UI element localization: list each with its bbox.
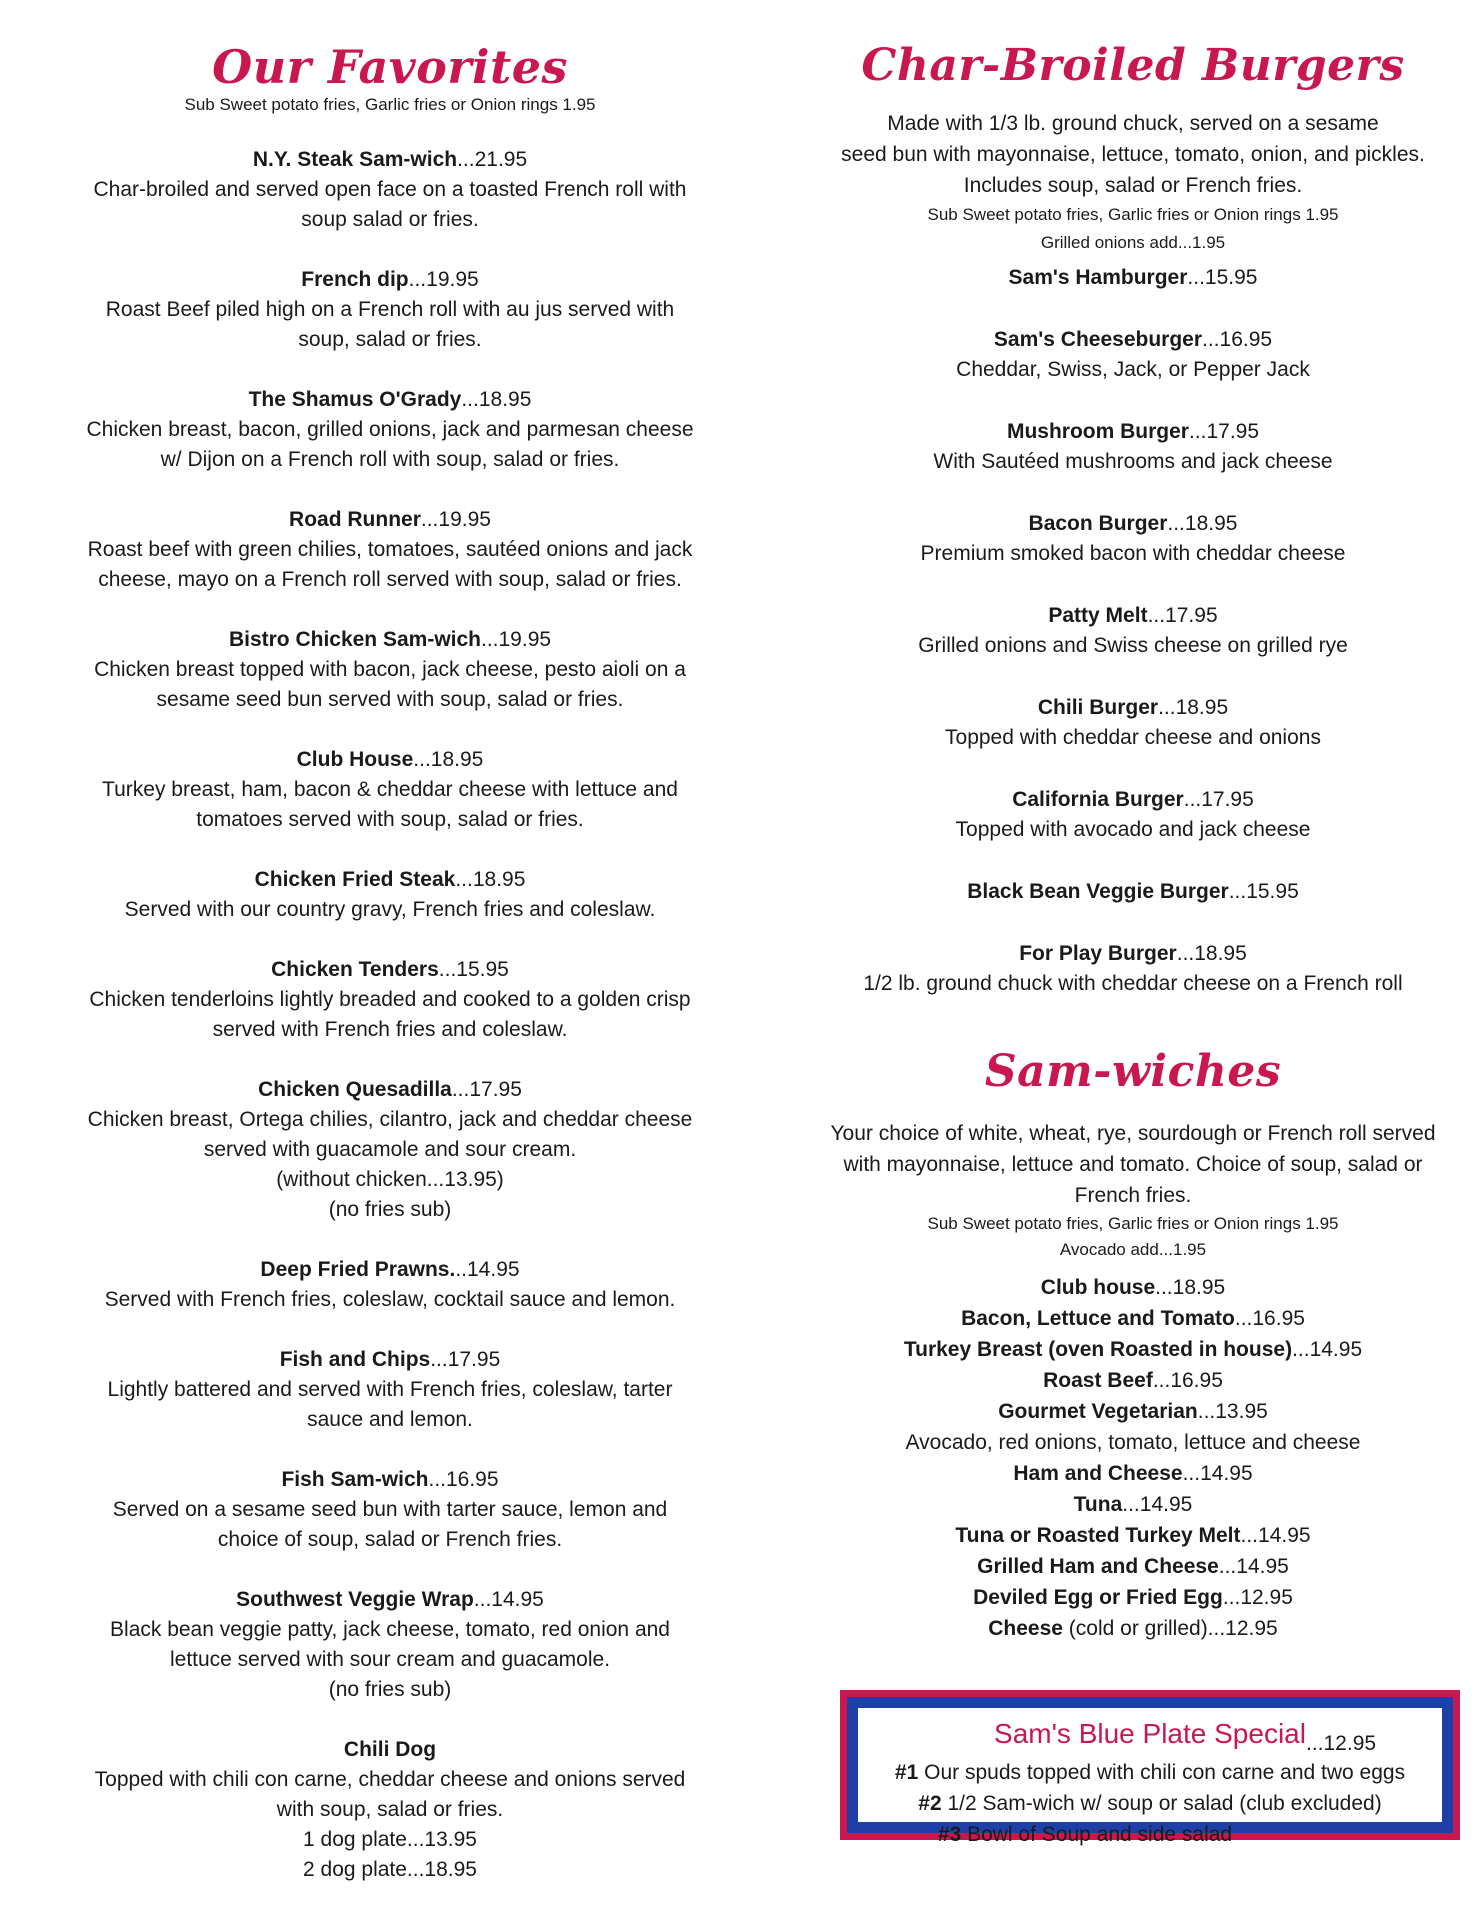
special-option-number: #1	[894, 1761, 919, 1784]
menu-item-description: Chicken breast, Ortega chilies, cilantro, jack and cheddar cheese	[87, 1108, 693, 1131]
menu-item	[808, 1303, 1458, 1334]
menu-item-name: Chicken Fried Steak	[254, 868, 456, 891]
menu-item-heading	[60, 1345, 720, 1375]
menu-item-price: ...16.95	[1152, 1369, 1223, 1392]
menu-item-price: ...17.95	[430, 1348, 501, 1371]
menu-item-name: Patty Melt	[1048, 604, 1148, 627]
menu-item-price: ...14.95	[1182, 1462, 1253, 1485]
menu-item-price: ...15.95	[1228, 880, 1299, 903]
menu-item-name: Fish Sam-wich	[281, 1468, 429, 1491]
menu-item-description: sesame seed bun served with soup, salad or fries.	[156, 688, 624, 711]
menu-item-heading	[808, 1458, 1458, 1489]
menu-item-description: tomatoes served with soup, salad or fries.	[196, 808, 584, 831]
menu-item-description: lettuce served with sour cream and guacamole.	[169, 1648, 611, 1671]
menu-item-description: Turkey breast, ham, bacon & cheddar cheese with lettuce and	[102, 778, 678, 801]
note-line: Grilled onions add...1.95	[1040, 233, 1226, 252]
menu-item-price: ...19.95	[420, 508, 491, 531]
menu-item-heading	[60, 625, 720, 655]
menu-item-heading	[60, 1255, 720, 1285]
menu-item-heading	[60, 1465, 720, 1495]
menu-item-heading	[60, 145, 720, 175]
menu-item-heading	[808, 1334, 1458, 1365]
menu-item	[60, 1345, 720, 1435]
menu-item-heading	[60, 955, 720, 985]
intro-line: French fries.	[1074, 1184, 1192, 1207]
menu-item-description: served with French fries and coleslaw.	[212, 1018, 568, 1041]
menu-item-name: Bacon Burger	[1028, 512, 1168, 535]
menu-item-price: ...16.95	[1202, 328, 1273, 351]
menu-item-name: Tuna	[1073, 1493, 1123, 1516]
menu-item-description: soup, salad or fries.	[298, 328, 482, 351]
special-option-text: Bowl of Soup and side salad	[961, 1823, 1233, 1846]
menu-item	[808, 785, 1458, 845]
menu-item	[808, 1365, 1458, 1396]
menu-item-price: ...19.95	[408, 268, 479, 291]
menu-item-heading	[808, 601, 1458, 631]
menu-item	[808, 1582, 1458, 1613]
menu-item-heading	[60, 1585, 720, 1615]
menu-item	[808, 1551, 1458, 1582]
menu-item-heading	[808, 263, 1458, 293]
menu-item-heading	[808, 1520, 1458, 1551]
menu-item-heading	[60, 865, 720, 895]
menu-item-description: choice of soup, salad or French fries.	[217, 1528, 563, 1551]
menu-item	[60, 865, 720, 925]
menu-item-name: Ham and Cheese	[1013, 1462, 1183, 1485]
menu-item	[808, 939, 1458, 999]
menu-item-name: The Shamus O'Grady	[248, 388, 462, 411]
menu-item-name: Mushroom Burger	[1006, 420, 1189, 443]
menu-item-name: Sam's Cheeseburger	[993, 328, 1203, 351]
menu-item-name: Roast Beef	[1043, 1369, 1153, 1392]
intro-line: seed bun with mayonnaise, lettuce, tomato, onion, and pickles.	[841, 143, 1425, 166]
menu-item-heading	[60, 1735, 720, 1765]
samwiches-notes	[808, 1211, 1458, 1263]
menu-item-description: Served with our country gravy, French fries and coleslaw.	[124, 898, 656, 921]
menu-item	[808, 263, 1458, 293]
menu-item-heading	[808, 939, 1458, 969]
favorites-list	[60, 145, 720, 1915]
menu-item	[808, 1613, 1458, 1644]
menu-item-description: Served on a sesame seed bun with tarter sauce, lemon and	[112, 1498, 668, 1521]
menu-item-name: Tuna or Roasted Turkey Melt	[955, 1524, 1241, 1547]
menu-item-name: Chicken Tenders	[271, 958, 439, 981]
menu-item-heading	[808, 325, 1458, 355]
menu-item-description: sauce and lemon.	[307, 1408, 473, 1431]
menu-item-description: Black bean veggie patty, jack cheese, tomato, red onion and	[110, 1618, 670, 1641]
menu-item-description: 1/2 lb. ground chuck with cheddar cheese on a French roll	[863, 972, 1403, 995]
menu-item-heading	[808, 509, 1458, 539]
menu-item	[60, 955, 720, 1045]
menu-item-price: ...17.95	[1188, 420, 1260, 443]
menu-item-name: California Burger	[1012, 788, 1184, 811]
menu-item-heading	[808, 417, 1458, 447]
menu-item-heading	[60, 745, 720, 775]
menu-item-price: ...14.95	[1240, 1524, 1311, 1547]
menu-item-heading	[808, 877, 1458, 907]
intro-line: Your choice of white, wheat, rye, sourdough or French roll served	[830, 1122, 1436, 1145]
menu-item	[60, 625, 720, 715]
menu-item-description: Avocado, red onions, tomato, lettuce and cheese	[905, 1431, 1361, 1454]
favorites-sub-note: Sub Sweet potato fries, Garlic fries or Onion rings 1.95	[184, 95, 596, 114]
burgers-list	[808, 263, 1458, 1031]
menu-item-description: Roast beef with green chilies, tomatoes, sautéed onions and jack	[87, 538, 693, 561]
menu-item-heading	[60, 1075, 720, 1105]
menu-item-price: ...18.95	[1176, 942, 1247, 965]
menu-item	[60, 145, 720, 235]
menu-item-name: Deviled Egg or Fried Egg	[973, 1586, 1223, 1609]
menu-item-name: For Play Burger	[1019, 942, 1177, 965]
menu-item-name: Club House	[296, 748, 414, 771]
special-option-number: #3	[937, 1823, 962, 1846]
menu-item-description: With Sautéed mushrooms and jack cheese	[933, 450, 1333, 473]
special-option	[858, 1757, 1442, 1788]
burgers-title: Char-Broiled Burgers	[861, 40, 1405, 91]
menu-item-price: ...21.95	[457, 148, 528, 171]
samwiches-intro	[808, 1118, 1458, 1263]
menu-item-price: ...18.95	[1167, 512, 1238, 535]
note-line: Sub Sweet potato fries, Garlic fries or Onion rings 1.95	[927, 205, 1339, 224]
menu-item-description: soup salad or fries.	[301, 208, 479, 231]
menu-item-description: Topped with avocado and jack cheese	[955, 818, 1311, 841]
menu-item-price: ...14.95	[1122, 1493, 1193, 1516]
menu-item-description: Chicken breast, bacon, grilled onions, jack and parmesan cheese	[86, 418, 694, 441]
menu-item	[808, 601, 1458, 661]
menu-item-name: Chili Dog	[343, 1738, 437, 1761]
menu-item-heading	[808, 1365, 1458, 1396]
blue-plate-special-title: Sam's Blue Plate Special	[994, 1718, 1306, 1749]
blue-plate-special-inner	[858, 1708, 1442, 1846]
menu-item-name: Sam's Hamburger	[1008, 266, 1188, 289]
menu-item	[808, 693, 1458, 753]
menu-item-description: (without chicken...13.95)	[276, 1168, 504, 1191]
favorites-title: Our Favorites	[212, 40, 568, 94]
menu-item	[60, 505, 720, 595]
menu-item-description: Char-broiled and served open face on a toasted French roll with	[93, 178, 687, 201]
menu-item-description: 1 dog plate...13.95	[303, 1828, 477, 1851]
menu-item-heading	[60, 505, 720, 535]
menu-item-price: ...12.95	[1222, 1586, 1293, 1609]
menu-item-name: Cheese	[988, 1617, 1063, 1640]
menu-item	[808, 1458, 1458, 1489]
menu-item-heading	[808, 785, 1458, 815]
special-option	[858, 1788, 1442, 1819]
intro-line: with mayonnaise, lettuce and tomato. Choice of soup, salad or	[843, 1153, 1423, 1176]
menu-item	[808, 509, 1458, 569]
menu-item	[808, 325, 1458, 385]
intro-line: Made with 1/3 lb. ground chuck, served on a sesame	[887, 112, 1379, 135]
special-option-text: Our spuds topped with chili con carne and two eggs	[918, 1761, 1406, 1784]
menu-item-description: Grilled onions and Swiss cheese on grilled rye	[918, 634, 1348, 657]
menu-item-price: ...13.95	[1197, 1400, 1268, 1423]
menu-item-price: ...15.95	[438, 958, 509, 981]
blue-plate-special-options	[858, 1757, 1442, 1850]
menu-item	[60, 1255, 720, 1315]
menu-item	[60, 1465, 720, 1555]
menu-item-name: Road Runner	[289, 508, 421, 531]
menu-item-heading	[60, 265, 720, 295]
note-line: Avocado add...1.95	[1059, 1240, 1207, 1259]
menu-item-price: ..14.95	[455, 1258, 520, 1281]
menu-item	[60, 1585, 720, 1705]
menu-item-name: Chili Burger	[1037, 696, 1159, 719]
burgers-intro	[808, 108, 1458, 257]
menu-item	[808, 1520, 1458, 1551]
note-line: Sub Sweet potato fries, Garlic fries or Onion rings 1.95	[927, 1214, 1339, 1233]
special-option-number: #2	[918, 1792, 942, 1815]
menu-item	[808, 417, 1458, 477]
menu-item-description: with soup, salad or fries.	[276, 1798, 504, 1821]
intro-line: Includes soup, salad or French fries.	[963, 174, 1303, 197]
menu-item-description: Topped with cheddar cheese and onions	[945, 726, 1321, 749]
burgers-intro-text	[808, 108, 1458, 201]
menu-item-name: N.Y. Steak Sam-wich	[252, 148, 458, 171]
menu-item-name: Grilled Ham and Cheese	[977, 1555, 1219, 1578]
menu-item-price: ...18.95	[413, 748, 484, 771]
menu-item-price: ...14.95	[473, 1588, 544, 1611]
menu-item-description: w/ Dijon on a French roll with soup, salad or fries.	[160, 448, 620, 471]
menu-item-description: Chicken tenderloins lightly breaded and cooked to a golden crisp	[89, 988, 691, 1011]
menu-item-price: ...18.95	[1155, 1276, 1226, 1299]
menu-item-price: ...18.95	[455, 868, 526, 891]
menu-item	[808, 1396, 1458, 1458]
menu-item-name: Gourmet Vegetarian	[998, 1400, 1198, 1423]
menu-item-name: Bacon, Lettuce and Tomato	[961, 1307, 1235, 1330]
samwiches-list	[808, 1272, 1458, 1644]
menu-item-price: ...17.95	[1147, 604, 1218, 627]
menu-item	[60, 1075, 720, 1225]
menu-item	[60, 1735, 720, 1885]
menu-item-price: ...17.95	[1183, 788, 1254, 811]
menu-item-price: ...16.95	[428, 1468, 499, 1491]
menu-item-name: Chicken Quesadilla	[258, 1078, 452, 1101]
menu-item-description: cheese, mayo on a French roll served with soup, salad or fries.	[98, 568, 682, 591]
menu-item-name: Deep Fried Prawns.	[260, 1258, 456, 1281]
menu-item-heading	[808, 1551, 1458, 1582]
menu-item-price: ...14.95	[1218, 1555, 1289, 1578]
menu-item-description: Topped with chili con carne, cheddar cheese and onions served	[94, 1768, 686, 1791]
menu-item-description: Roast Beef piled high on a French roll with au jus served with	[105, 298, 675, 321]
menu-item-heading	[808, 693, 1458, 723]
menu-item-heading	[808, 1489, 1458, 1520]
blue-plate-special-box	[840, 1690, 1460, 1846]
menu-item-name: Bistro Chicken Sam-wich	[228, 628, 481, 651]
menu-item	[60, 385, 720, 475]
menu-item-price: ...17.95	[451, 1078, 522, 1101]
menu-item-heading	[808, 1396, 1458, 1427]
menu-item-heading	[60, 385, 720, 415]
menu-item-description: Cheddar, Swiss, Jack, or Pepper Jack	[956, 358, 1310, 381]
menu-item	[60, 745, 720, 835]
menu-item-name: Fish and Chips	[279, 1348, 431, 1371]
menu-item-name: Black Bean Veggie Burger	[967, 880, 1229, 903]
menu-item	[808, 1272, 1458, 1303]
menu-item	[60, 265, 720, 355]
menu-item-description: (no fries sub)	[328, 1198, 452, 1221]
menu-item-description: (no fries sub)	[328, 1678, 452, 1701]
menu-item-price: (cold or grilled)...12.95	[1062, 1617, 1278, 1640]
menu-item-price: ...14.95	[1292, 1338, 1363, 1361]
menu-item-description: Served with French fries, coleslaw, cocktail sauce and lemon.	[104, 1288, 676, 1311]
menu-item	[808, 1334, 1458, 1365]
menu-item-price: ...18.95	[461, 388, 532, 411]
menu-item-name: French dip	[301, 268, 409, 291]
special-option	[858, 1819, 1442, 1850]
menu-item-price: ...19.95	[481, 628, 552, 651]
menu-item-price: ...15.95	[1187, 266, 1258, 289]
menu-item-description: served with guacamole and sour cream.	[203, 1138, 577, 1161]
blue-plate-special-price: ...12.95	[1306, 1732, 1377, 1755]
menu-item-description: Premium smoked bacon with cheddar cheese	[920, 542, 1346, 565]
special-option-text: 1/2 Sam-wich w/ soup or salad (club excluded)	[941, 1792, 1382, 1815]
menu-item-name: Turkey Breast (oven Roasted in house)	[903, 1338, 1293, 1361]
menu-item	[808, 1489, 1458, 1520]
menu-item-description: Chicken breast topped with bacon, jack cheese, pesto aioli on a	[94, 658, 686, 681]
menu-item-name: Club house	[1040, 1276, 1156, 1299]
menu-item-heading	[808, 1582, 1458, 1613]
menu-item	[808, 877, 1458, 907]
menu-item-heading	[808, 1303, 1458, 1334]
menu-item-price: ...16.95	[1234, 1307, 1305, 1330]
menu-item-heading	[808, 1613, 1458, 1644]
menu-item-description: Lightly battered and served with French fries, coleslaw, tarter	[107, 1378, 673, 1401]
samwiches-intro-text	[808, 1118, 1458, 1211]
samwiches-title: Sam-wiches	[984, 1046, 1282, 1097]
menu-item-price: ...18.95	[1158, 696, 1229, 719]
menu-item-name: Southwest Veggie Wrap	[236, 1588, 474, 1611]
burgers-notes	[808, 201, 1458, 257]
menu-item-description: 2 dog plate...18.95	[303, 1858, 477, 1881]
menu-item-heading	[808, 1272, 1458, 1303]
